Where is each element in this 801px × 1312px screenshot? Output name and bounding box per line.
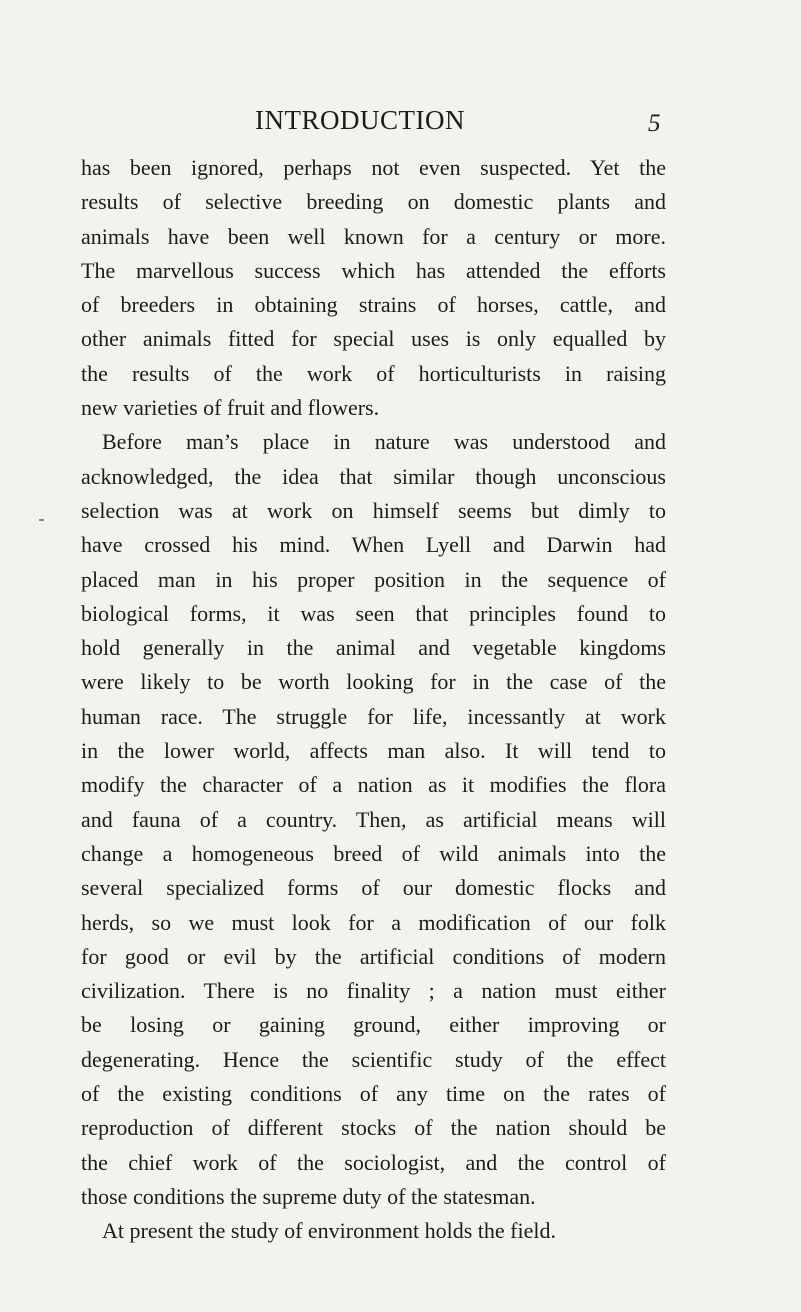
paragraph-start-line: At present the study of environment holds the field.: [102, 1218, 556, 1244]
text-line: acknowledged, the idea that similar though unconscious: [81, 463, 666, 489]
text-line: civilization. There is no finality ; a nation must either: [81, 978, 666, 1004]
text-line: placed man in his proper position in the sequence of: [81, 566, 666, 592]
text-line: selection was at work on himself seems but dimly to: [81, 497, 666, 523]
text-line: hold generally in the animal and vegetable kingdoms: [81, 635, 666, 661]
text-line: those conditions the supreme duty of the statesman.: [81, 1183, 536, 1209]
text-line: were likely to be worth looking for in the case of the: [81, 669, 666, 695]
paragraph-start-line: Before man’s place in nature was understood and: [102, 429, 666, 455]
text-line: change a homogeneous breed of wild animals into the: [81, 840, 666, 866]
text-line: modify the character of a nation as it modifies the flora: [81, 772, 666, 798]
running-title: INTRODUCTION: [255, 105, 465, 135]
text-line: animals have been well known for a century or more.: [81, 223, 666, 249]
text-line: reproduction of different stocks of the nation should be: [81, 1115, 666, 1141]
text-line: the results of the work of horticulturists in raising: [81, 360, 666, 386]
text-line: be losing or gaining ground, either improving or: [81, 1012, 666, 1038]
running-head: [255, 105, 675, 141]
page-number: 5: [648, 110, 661, 137]
text-line: herds, so we must look for a modification of our folk: [81, 909, 666, 935]
text-line: have crossed his mind. When Lyell and Darwin had: [81, 532, 666, 558]
text-line: has been ignored, perhaps not even suspected. Yet the: [81, 155, 666, 180]
margin-mark: [39, 519, 44, 521]
text-line: biological forms, it was seen that principles found to: [81, 600, 666, 626]
text-line: of breeders in obtaining strains of horses, cattle, and: [81, 292, 666, 318]
body-text: [81, 151, 666, 1249]
text-line: the chief work of the sociologist, and the control of: [81, 1149, 666, 1175]
text-line: degenerating. Hence the scientific study of the effect: [81, 1046, 666, 1072]
text-line: results of selective breeding on domestic plants and: [81, 189, 666, 215]
text-line: The marvellous success which has attended the efforts: [81, 257, 666, 283]
text-line: several specialized forms of our domestic flocks and: [81, 875, 666, 901]
text-line: human race. The struggle for life, incessantly at work: [81, 703, 666, 729]
text-line: for good or evil by the artificial conditions of modern: [81, 943, 666, 969]
text-line: new varieties of fruit and flowers.: [81, 395, 380, 421]
text-line: and fauna of a country. Then, as artificial means will: [81, 806, 666, 832]
text-line: other animals fitted for special uses is only equalled by: [81, 326, 666, 352]
text-line: of the existing conditions of any time on the rates of: [81, 1081, 666, 1107]
text-line: in the lower world, affects man also. It will tend to: [81, 738, 666, 764]
